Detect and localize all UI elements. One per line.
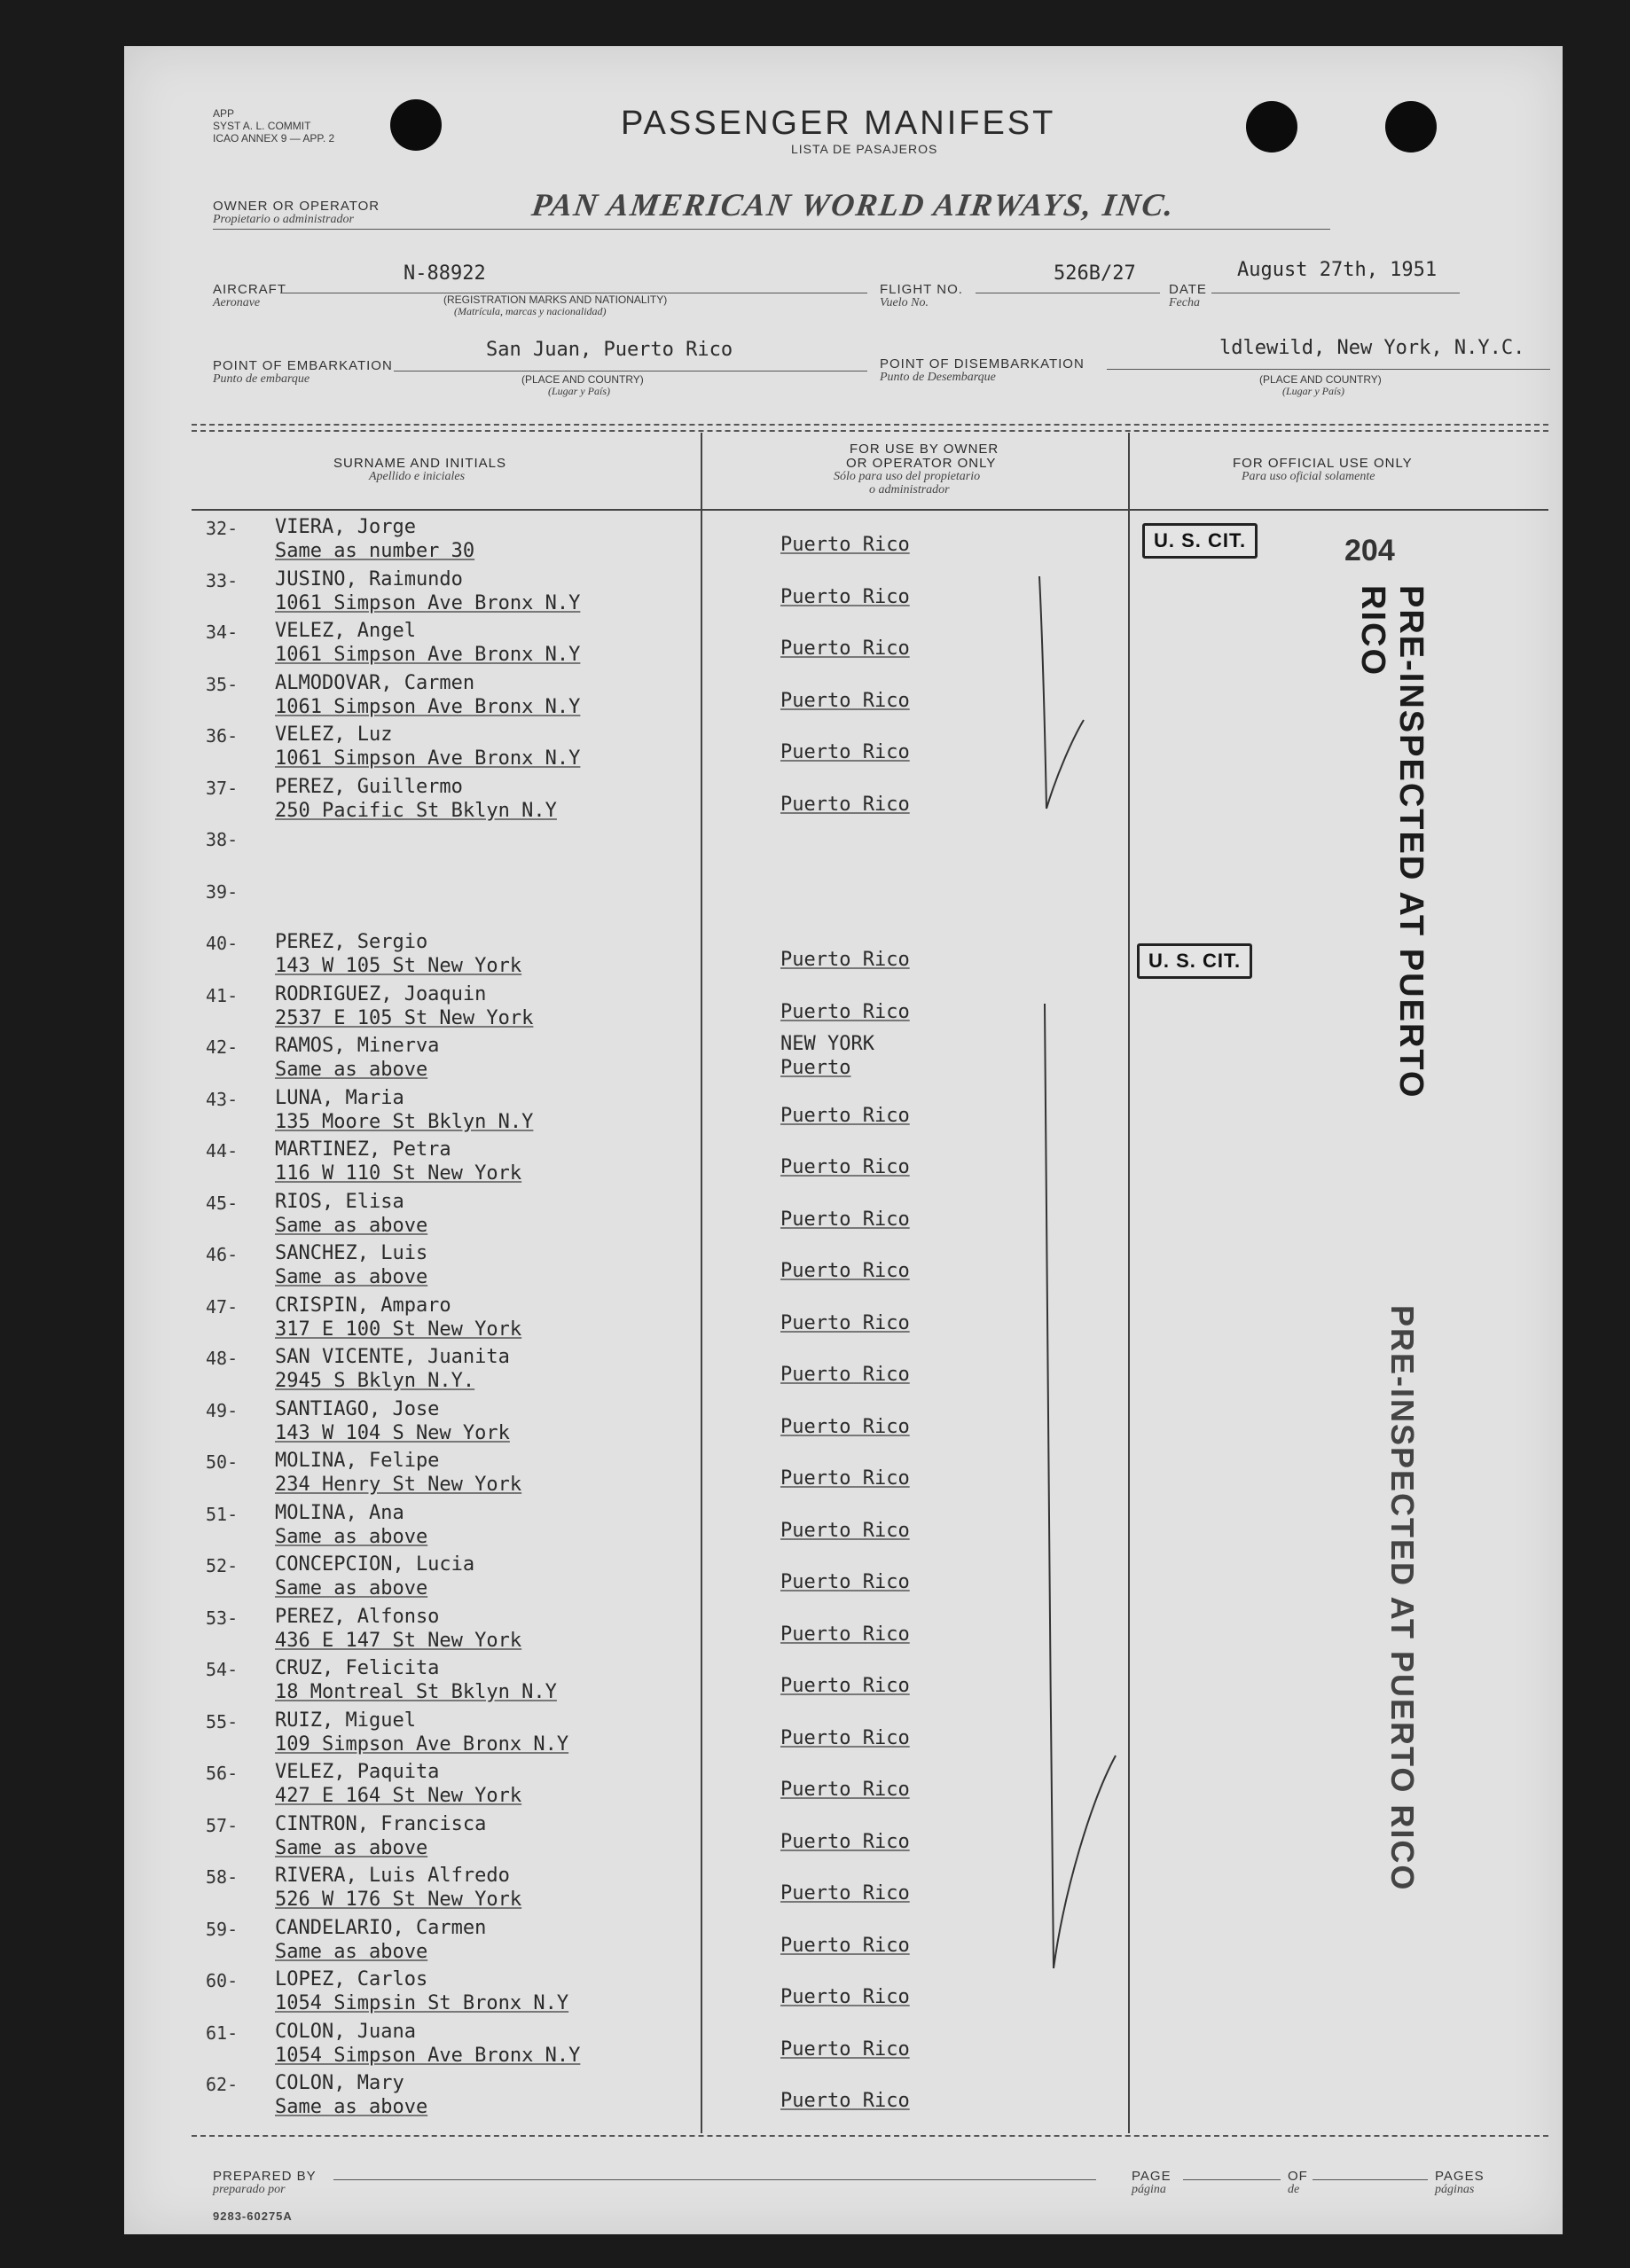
passenger-address: Same as above	[275, 1525, 428, 1548]
passenger-name: CONCEPCION, Lucia	[275, 1553, 475, 1576]
passenger-origin: Puerto Rico	[780, 1156, 910, 1178]
passenger-address: 135 Moore St Bklyn N.Y	[275, 1110, 534, 1133]
date-value: August 27th, 1951	[1237, 259, 1438, 281]
date-label: DATE	[1169, 282, 1207, 297]
passenger-address: 1061 Simpson Ave Bronx N.Y	[275, 644, 581, 666]
passenger-origin: Puerto Rico	[780, 1364, 910, 1386]
row-number: 54-	[206, 1659, 239, 1680]
passenger-address: 1061 Simpson Ave Bronx N.Y	[275, 747, 581, 770]
passenger-origin: NEW YORK	[780, 1033, 874, 1055]
passenger-name: VELEZ, Paquita	[275, 1761, 440, 1783]
passenger-name: RIVERA, Luis Alfredo	[275, 1865, 510, 1887]
passenger-origin: Puerto Rico	[780, 1934, 910, 1957]
passenger-address: Same as above	[275, 2096, 428, 2118]
row-number: 42-	[206, 1036, 239, 1058]
passenger-name: VELEZ, Luz	[275, 723, 393, 746]
column-header-surname-es: Apellido e iniciales	[369, 470, 466, 483]
passenger-name: RIOS, Elisa	[275, 1190, 404, 1213]
passenger-address: 250 Pacific St Bklyn N.Y	[275, 799, 557, 822]
passenger-address: Same as above	[275, 1577, 428, 1599]
passenger-address: Same as number 30	[275, 540, 475, 562]
row-number: 61-	[206, 2022, 239, 2044]
row-number: 58-	[206, 1866, 239, 1888]
passenger-address: 2945 S Bklyn N.Y.	[275, 1370, 475, 1392]
aircraft-note: (REGISTRATION MARKS AND NATIONALITY)	[443, 293, 668, 306]
column-header-owner-2: OR OPERATOR ONLY	[846, 456, 997, 471]
passenger-origin: Puerto Rico	[780, 689, 910, 712]
us-citizen-stamp-2: U. S. CIT.	[1137, 943, 1252, 979]
corner-line-2: SYST A. L. COMMIT	[213, 120, 311, 132]
prepared-by-label: PREPARED BY	[213, 2169, 317, 2184]
passenger-address: 116 W 110 St New York	[275, 1162, 522, 1185]
of-label: OF	[1288, 2169, 1308, 2184]
disembarkation-label: POINT OF DISEMBARKATION	[880, 356, 1085, 371]
corner-line-3: ICAO ANNEX 9 — APP. 2	[213, 132, 335, 145]
passenger-origin: Puerto Rico	[780, 1986, 910, 2008]
embarkation-label-es: Punto de embarque	[213, 372, 310, 386]
row-number: 46-	[206, 1244, 239, 1265]
row-number: 38-	[206, 829, 239, 850]
row-number: 40-	[206, 933, 239, 954]
passenger-origin: Puerto Rico	[780, 741, 910, 763]
row-number: 33-	[206, 569, 239, 591]
row-number: 35-	[206, 673, 239, 695]
passenger-name: VIERA, Jorge	[275, 516, 416, 538]
passenger-name: CRUZ, Felicita	[275, 1657, 440, 1679]
flight-value: 526B/27	[1054, 262, 1136, 285]
row-number: 49-	[206, 1399, 239, 1421]
passenger-origin: Puerto Rico	[780, 2090, 910, 2112]
row-number: 62-	[206, 2074, 239, 2095]
embarkation-note: (PLACE AND COUNTRY)	[521, 373, 644, 386]
passenger-name: PEREZ, Guillermo	[275, 775, 463, 798]
passenger-origin: Puerto Rico	[780, 949, 910, 971]
row-number: 48-	[206, 1348, 239, 1369]
form-code: 9283-60275A	[213, 2209, 293, 2223]
passenger-origin: Puerto Rico	[780, 1000, 910, 1023]
row-number: 44-	[206, 1140, 239, 1161]
passenger-name: SANCHEZ, Luis	[275, 1242, 428, 1264]
pages-label-es: páginas	[1435, 2183, 1475, 2196]
passenger-address: 234 Henry St New York	[275, 1474, 522, 1496]
passenger-name: MOLINA, Ana	[275, 1501, 404, 1524]
row-number: 59-	[206, 1918, 239, 1940]
passenger-name: MARTINEZ, Petra	[275, 1138, 451, 1161]
passenger-name: RAMOS, Minerva	[275, 1035, 440, 1057]
passenger-origin: Puerto Rico	[780, 793, 910, 816]
column-header-owner-1: FOR USE BY OWNER	[850, 442, 999, 457]
row-number: 43-	[206, 1088, 239, 1110]
passenger-address: 526 W 176 St New York	[275, 1889, 522, 1911]
passenger-address: Same as above	[275, 1214, 428, 1237]
column-header-surname: SURNAME AND INITIALS	[333, 456, 507, 471]
passenger-address: 1061 Simpson Ave Bronx N.Y	[275, 591, 581, 614]
passenger-origin: Puerto Rico	[780, 1415, 910, 1438]
passenger-name: LUNA, Maria	[275, 1086, 404, 1109]
passenger-origin: Puerto Rico	[780, 585, 910, 608]
row-number: 41-	[206, 984, 239, 1006]
passenger-name: SAN VICENTE, Juanita	[275, 1346, 510, 1368]
passenger-origin: Puerto Rico	[780, 1467, 910, 1490]
aircraft-value: N-88922	[404, 262, 486, 285]
row-number: 45-	[206, 1192, 239, 1214]
passenger-address: 427 E 164 St New York	[275, 1785, 522, 1807]
prepared-by-label-es: preparado por	[213, 2183, 286, 2196]
passenger-origin: Puerto Rico	[780, 1623, 910, 1646]
passenger-origin: Puerto Rico	[780, 1882, 910, 1904]
table-bottom-rule	[192, 2135, 1548, 2137]
aircraft-label: AIRCRAFT	[213, 282, 286, 297]
preinspected-stamp-1: PRE-INSPECTED AT PUERTO RICO	[1354, 585, 1430, 1099]
passenger-address: 18 Montreal St Bklyn N.Y	[275, 1681, 557, 1703]
date-label-es: Fecha	[1169, 296, 1200, 309]
passenger-name: RODRIGUEZ, Joaquin	[275, 982, 487, 1005]
row-number: 47-	[206, 1295, 239, 1318]
passenger-name: CRISPIN, Amparo	[275, 1294, 451, 1317]
row-number: 32-	[206, 518, 239, 539]
passenger-name: MOLINA, Felipe	[275, 1450, 440, 1472]
row-number: 53-	[206, 1607, 239, 1629]
passenger-origin: Puerto Rico	[780, 1571, 910, 1593]
embarkation-label: POINT OF EMBARKATION	[213, 358, 393, 373]
row-number: 51-	[206, 1503, 239, 1525]
embarkation-note-es: (Lugar y País)	[548, 385, 610, 397]
passenger-name: RUIZ, Miguel	[275, 1709, 416, 1732]
passenger-origin: Puerto Rico	[780, 1311, 910, 1334]
column-header-official: FOR OFFICIAL USE ONLY	[1233, 456, 1413, 471]
aircraft-label-es: Aeronave	[213, 296, 261, 309]
passenger-address: Same as above	[275, 1836, 428, 1859]
us-citizen-stamp-1: U. S. CIT.	[1142, 523, 1258, 559]
passenger-name: COLON, Mary	[275, 2072, 404, 2094]
disembarkation-note-es: (Lugar y País)	[1282, 385, 1344, 397]
passenger-name: ALMODOVAR, Carmen	[275, 671, 475, 694]
passenger-origin: Puerto Rico	[780, 1675, 910, 1697]
passenger-address: Same as above	[275, 1266, 428, 1288]
disembarkation-label-es: Punto de Desembarque	[880, 371, 996, 384]
pages-label: PAGES	[1435, 2169, 1485, 2184]
passenger-address: Same as above	[275, 1940, 428, 1963]
passenger-name: PEREZ, Sergio	[275, 931, 428, 953]
passenger-origin: Puerto Rico	[780, 1208, 910, 1231]
row-number: 50-	[206, 1451, 239, 1473]
flight-label-es: Vuelo No.	[880, 296, 929, 309]
passenger-address: 1061 Simpson Ave Bronx N.Y	[275, 695, 581, 718]
flight-label: FLIGHT NO.	[880, 282, 963, 297]
passenger-origin: Puerto Rico	[780, 1830, 910, 1853]
passenger-name: SANTIAGO, Jose	[275, 1397, 440, 1420]
passenger-origin: Puerto Rico	[780, 1726, 910, 1749]
row-number: 60-	[206, 1970, 239, 1991]
passenger-address: Same as above	[275, 1059, 428, 1081]
of-label-es: de	[1288, 2183, 1300, 2196]
passenger-address: 1054 Simpson Ave Bronx N.Y	[275, 2044, 581, 2067]
passenger-address: 109 Simpson Ave Bronx N.Y	[275, 1732, 569, 1756]
passenger-name: VELEZ, Angel	[275, 620, 416, 642]
manifest-paper	[124, 46, 1563, 2234]
disembarkation-note: (PLACE AND COUNTRY)	[1259, 373, 1382, 386]
passenger-name: JUSINO, Raimundo	[275, 567, 463, 590]
passenger-name: CINTRON, Francisca	[275, 1812, 487, 1835]
passenger-address: 436 E 147 St New York	[275, 1629, 522, 1652]
aircraft-note-es: (Matrícula, marcas y nacionalidad)	[454, 305, 607, 317]
row-number: 39-	[206, 880, 239, 903]
passenger-address: 1054 Simpsin St Bronx N.Y	[275, 1992, 569, 2014]
manifest-subtitle: LISTA DE PASAJEROS	[791, 142, 938, 156]
preinspected-stamp-2: PRE-INSPECTED AT PUERTO RICO	[1384, 1305, 1421, 1892]
passenger-origin: Puerto Rico	[780, 1519, 910, 1542]
page-label-es: página	[1132, 2183, 1166, 2196]
stamp-number: 204	[1344, 534, 1395, 567]
column-header-owner-es-1: Sólo para uso del propietario	[834, 470, 981, 483]
row-number: 57-	[206, 1814, 239, 1836]
manifest-title: PASSENGER MANIFEST	[621, 105, 1056, 142]
page-label: PAGE	[1132, 2169, 1172, 2184]
passenger-address: 143 W 104 S New York	[275, 1421, 510, 1444]
passenger-name: LOPEZ, Carlos	[275, 1968, 428, 1990]
passenger-origin: Puerto Rico	[780, 1260, 910, 1282]
passenger-name: CANDELARIO, Carmen	[275, 1916, 487, 1939]
passenger-origin: Puerto Rico	[780, 534, 910, 556]
owner-value: PAN AMERICAN WORLD AIRWAYS, INC.	[529, 187, 1178, 223]
embarkation-value: San Juan, Puerto Rico	[486, 339, 733, 361]
column-header-official-es: Para uso oficial solamente	[1242, 470, 1375, 483]
passenger-address: 2537 E 105 St New York	[275, 1006, 534, 1029]
column-header-owner-es-2: o administrador	[869, 483, 950, 497]
row-number: 37-	[206, 777, 239, 799]
corner-line-1: APP	[213, 107, 235, 120]
passenger-origin: Puerto Rico	[780, 1104, 910, 1127]
row-number: 36-	[206, 725, 239, 747]
passenger-origin: Puerto Rico	[780, 2037, 910, 2061]
row-number: 52-	[206, 1555, 239, 1576]
row-number: 56-	[206, 1763, 239, 1784]
handwritten-check-marks	[124, 46, 1563, 2234]
passenger-address: 317 E 100 St New York	[275, 1318, 522, 1341]
row-number: 55-	[206, 1710, 239, 1732]
owner-label-es: Propietario o administrador	[213, 213, 354, 226]
passenger-address: 143 W 105 St New York	[275, 955, 522, 977]
passenger-origin: Puerto Rico	[780, 1779, 910, 1801]
passenger-origin-2: Puerto	[780, 1057, 851, 1079]
passenger-origin: Puerto Rico	[780, 637, 910, 660]
row-number: 34-	[206, 622, 239, 643]
disembarkation-value: ldlewild, New York, N.Y.C.	[1219, 337, 1525, 359]
passenger-name: PEREZ, Alfonso	[275, 1605, 440, 1628]
owner-label: OWNER OR OPERATOR	[213, 199, 380, 214]
passenger-name: COLON, Juana	[275, 2020, 416, 2043]
